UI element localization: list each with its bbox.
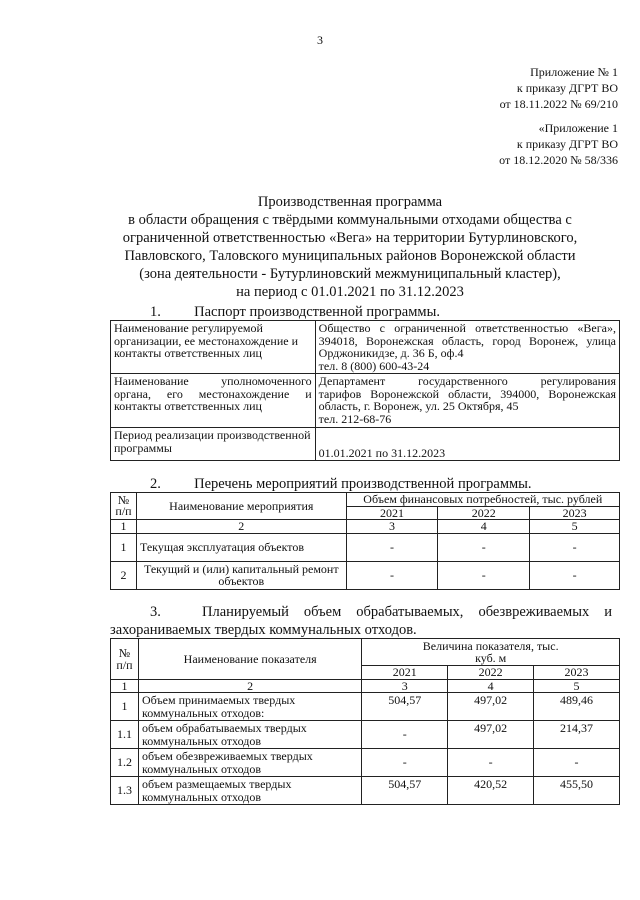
- row-value: -: [362, 721, 448, 749]
- index-cell: 3: [362, 679, 448, 693]
- passport-table: [110, 320, 620, 461]
- table-header-row: [111, 493, 620, 507]
- index-cell: 5: [530, 520, 620, 534]
- header-year: 2022: [448, 666, 534, 680]
- row-num: 1: [111, 533, 137, 561]
- annex1-line2: к приказу ДГРТ ВО: [516, 81, 618, 95]
- passport-value: [315, 428, 619, 461]
- row-value: 489,46: [534, 693, 620, 721]
- row-name: Текущий и (или) капитальный ремонт объектов: [136, 561, 346, 589]
- table-row: [111, 321, 620, 374]
- section2-number: 2.: [150, 476, 161, 492]
- row-value: 497,02: [448, 721, 534, 749]
- section1-title: Паспорт производственной программы.: [194, 304, 440, 320]
- index-cell: 3: [346, 520, 438, 534]
- row-value: -: [438, 533, 530, 561]
- table-row: [111, 693, 620, 721]
- section3-number: 3.: [150, 604, 161, 620]
- row-name: объем размещаемых твердых коммунальных отходов: [138, 777, 361, 805]
- table-row: [111, 561, 620, 589]
- row-name: Текущая эксплуатация объектов: [136, 533, 346, 561]
- passport-value: [315, 321, 619, 374]
- annex1-line1: Приложение № 1: [530, 65, 618, 79]
- row-value: -: [346, 533, 438, 561]
- annex-block-2: [499, 120, 618, 168]
- row-value: 504,57: [362, 777, 448, 805]
- index-cell: 2: [136, 520, 346, 534]
- value-line: тел. 212-68-76: [318, 411, 392, 426]
- value-line: 394018, Воронежская область, город Воронеж, улица: [318, 333, 616, 348]
- title-line3: ограниченной ответственностью «Вега» на территории Бутурлиновского,: [122, 230, 578, 246]
- row-value: -: [530, 561, 620, 589]
- value-line: область, г. Воронеж, ул. 25 Октября, 45: [318, 399, 519, 413]
- page-number: 3: [317, 33, 323, 47]
- table-row: [111, 428, 620, 461]
- header-year: 2021: [346, 506, 438, 520]
- section1-number: 1.: [150, 304, 161, 320]
- row-value: 214,37: [534, 721, 620, 749]
- table-row: [111, 374, 620, 428]
- row-value: -: [362, 749, 448, 777]
- title-line5: (зона деятельности - Бутурлиновский межмуниципальный кластер),: [139, 266, 561, 282]
- row-name: объем обрабатываемых твердых коммунальных отходов: [138, 721, 361, 749]
- value-line: Департамент государственного регулирования: [318, 374, 616, 388]
- annex2-line3: от 18.12.2020 № 58/336: [499, 153, 618, 167]
- index-cell: 1: [111, 679, 139, 693]
- value-line: 01.01.2021 по 31.12.2023: [318, 445, 446, 460]
- value-line: Орджоникидзе, д. 36 Б, оф.4: [318, 346, 464, 360]
- row-value: -: [448, 749, 534, 777]
- header-num: № п/п: [111, 493, 137, 520]
- annex2-line2: к приказу ДГРТ ВО: [516, 137, 618, 151]
- section1-heading: [150, 304, 440, 321]
- row-name: объем обезвреживаемых твердых коммунальных отходов: [138, 749, 361, 777]
- section3-heading: [150, 604, 612, 621]
- row-num: 1.1: [111, 721, 139, 749]
- row-num: 1.2: [111, 749, 139, 777]
- row-value: 504,57: [362, 693, 448, 721]
- header-name: Наименование показателя: [138, 639, 361, 680]
- document-title: [90, 193, 610, 301]
- row-value: 420,52: [448, 777, 534, 805]
- annex2-line1: «Приложение 1: [538, 121, 618, 135]
- header-year: 2021: [362, 666, 448, 680]
- title-line6: на период с 01.01.2021 по 31.12.2023: [236, 284, 464, 300]
- passport-label: Наименование регулируемой организации, ее местонахождение и контакты ответственных лиц: [111, 321, 316, 374]
- row-num: 1.3: [111, 777, 139, 805]
- section2-heading: [150, 476, 532, 493]
- value-line: тел. 8 (800) 600-43-24: [318, 358, 430, 373]
- index-cell: 5: [534, 679, 620, 693]
- row-num: 1: [111, 693, 139, 721]
- index-cell: 4: [448, 679, 534, 693]
- table-header-row: [111, 639, 620, 666]
- header-name: Наименование мероприятия: [136, 493, 346, 520]
- title-line4: Павловского, Таловского муниципальных районов Воронежской области: [124, 248, 576, 264]
- value-line: Общество с ограниченной ответственностью «Вега»,: [318, 321, 616, 335]
- row-value: -: [534, 749, 620, 777]
- index-cell: 2: [138, 679, 361, 693]
- row-name: Объем принимаемых твердых коммунальных отходов:: [138, 693, 361, 721]
- header-value: Величина показателя, тыс. куб. м: [362, 639, 620, 666]
- header-year: 2023: [530, 506, 620, 520]
- header-finance: Объем финансовых потребностей, тыс. рублей: [346, 493, 619, 507]
- measures-table: [110, 492, 620, 590]
- header-year: 2023: [534, 666, 620, 680]
- index-cell: 1: [111, 520, 137, 534]
- table-row: [111, 533, 620, 561]
- table-row: [111, 749, 620, 777]
- index-row: [111, 679, 620, 693]
- row-value: -: [346, 561, 438, 589]
- table-row: [111, 721, 620, 749]
- passport-label: Наименование уполномоченного органа, его местонахождение и контакты ответственных лиц: [111, 374, 316, 428]
- title-line2: в области обращения с твёрдыми коммунальными отходами общества с: [128, 212, 572, 228]
- header-num: № п/п: [111, 639, 139, 680]
- row-value: -: [438, 561, 530, 589]
- row-value: -: [530, 533, 620, 561]
- index-row: [111, 520, 620, 534]
- row-value: 497,02: [448, 693, 534, 721]
- value-line: тарифов Воронежской области, 394000, Воронежская: [318, 386, 616, 401]
- row-value: 455,50: [534, 777, 620, 805]
- annex-block-1: [500, 64, 618, 112]
- row-num: 2: [111, 561, 137, 589]
- title-line1: Производственная программа: [257, 194, 443, 210]
- passport-value: [315, 374, 619, 428]
- section3-title-line1: Планируемый объем обрабатываемых, обезвреживаемых и: [202, 604, 612, 620]
- table-row: [111, 777, 620, 805]
- waste-volume-table: [110, 638, 620, 805]
- index-cell: 4: [438, 520, 530, 534]
- section3-title-line2: захораниваемых твердых коммунальных отходов.: [110, 622, 417, 638]
- passport-label: Период реализации производственной программы: [111, 428, 316, 461]
- header-year: 2022: [438, 506, 530, 520]
- section2-title: Перечень мероприятий производственной программы.: [194, 476, 532, 492]
- annex1-line3: от 18.11.2022 № 69/210: [499, 97, 618, 111]
